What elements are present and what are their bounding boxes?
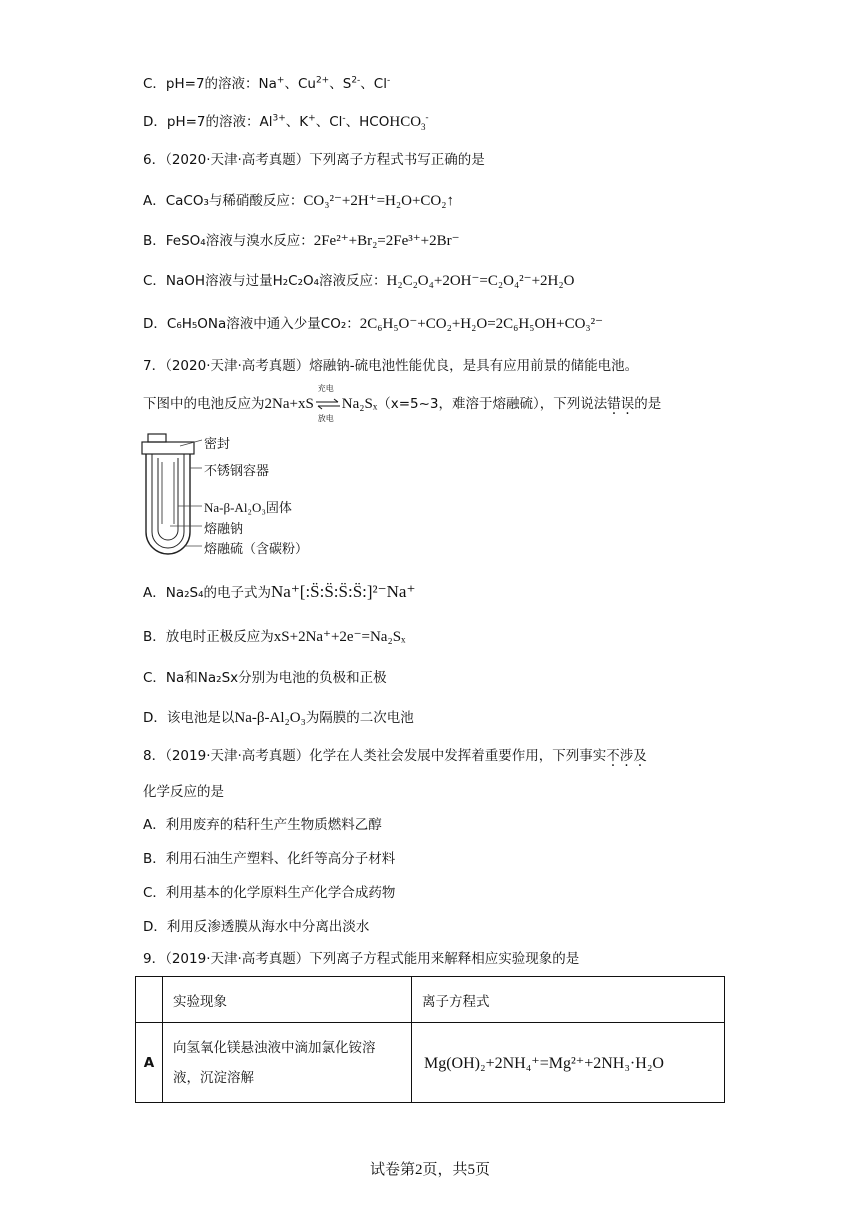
- q6-stem: 6．（2020·天津·高考真题）下列离子方程式书写正确的是: [143, 152, 485, 168]
- table-header-cell: [136, 977, 163, 1023]
- diagram-label-sodium: 熔融钠: [204, 522, 244, 537]
- table-header-cell: 离子方程式: [412, 977, 725, 1023]
- q8-option-d: D．利用反渗透膜从海水中分离出淡水: [143, 919, 370, 935]
- q6-option-a: A．CaCO₃与稀硝酸反应：CO₃²⁻+2H⁺=H₂O+CO₂↑: [143, 193, 454, 209]
- diagram-label-solid: Na-β-Al₂O₃固体: [204, 500, 292, 515]
- q7-stem-line2: 下图中的电池反应为2Na+xS 充电 放电 Na₂Sₓ（x=5~3，难溶于熔融硫），下列说法错误的是: [143, 384, 662, 423]
- q7-stem-line1: 7．（2020·天津·高考真题）熔融钠-硫电池性能优良，是具有应用前景的储能电池。: [143, 358, 639, 374]
- q6-option-d: D．C₆H₅ONa溶液中通入少量CO₂：2C₆H₅O⁻+CO₂+H₂O=2C₆H₅OH+CO₃²⁻: [143, 316, 604, 332]
- hco3-text: $HCO_3^-$: [389, 112, 429, 132]
- q6-option-b: B．FeSO₄溶液与溴水反应：2Fe²⁺+Br₂=2Fe³⁺+2Br⁻: [143, 233, 460, 249]
- q7-option-c: C．Na和Na₂Sx分别为电池的负极和正极: [143, 670, 387, 686]
- q6-option-c: C．NaOH溶液与过量H₂C₂O₄溶液反应：H₂C₂O₄+2OH⁻=C₂O₄²⁻+2H₂O: [143, 273, 575, 289]
- q7-option-a: A．Na₂S₄的电子式为Na⁺[:S̈:S̈:S̈:S̈:]²⁻Na⁺: [143, 582, 416, 601]
- diagram-label-seal: 密封: [204, 437, 231, 452]
- q7-option-d: D．该电池是以Na-β-Al₂O₃为隔膜的二次电池: [143, 710, 414, 726]
- q8-stem-line1: 8．（2019·天津·高考真题）化学在人类社会发展中发挥着重要作用，下列事实不涉及: [143, 748, 647, 764]
- q8-option-c: C．利用基本的化学原料生产化学合成药物: [143, 885, 396, 901]
- q8-stem-line2: 化学反应的是: [143, 784, 224, 800]
- diagram-label-sulfur: 熔融硫（含碳粉）: [204, 542, 309, 557]
- q7-option-b: B．放电时正极反应为xS+2Na⁺+2e⁻=Na₂Sₓ: [143, 629, 406, 645]
- q5-option-d: D．pH=7的溶液：$Al^{3+}$、K+、Cl-、$HCOHCO_3^-$: [143, 112, 429, 132]
- table-cell-phenomenon: 向氢氧化镁悬浊液中滴加氯化铵溶液，沉淀溶解: [163, 1023, 412, 1103]
- q5-option-c: C．pH=7的溶液：Na+、$Cu^{2+}$、$S^{2-}$、Cl-: [143, 75, 391, 92]
- diagram-label-container: 不锈钢容器: [204, 464, 270, 479]
- table-header-cell: 实验现象: [163, 977, 412, 1023]
- table-header-row: [136, 977, 725, 1023]
- page-footer: 试卷第2页，共5页: [369, 1162, 490, 1178]
- q8-option-b: B．利用石油生产塑料、化纤等高分子材料: [143, 851, 396, 867]
- reversible-arrow-icon: 充电 放电: [314, 394, 342, 414]
- q9-table: [135, 976, 725, 1103]
- table-cell-label: A: [136, 1023, 163, 1103]
- table-row: [136, 1023, 725, 1103]
- q9-stem: 9．（2019·天津·高考真题）下列离子方程式能用来解释相应实验现象的是: [143, 951, 580, 967]
- table-cell-equation: Mg(OH)₂+2NH₄⁺=Mg²⁺+2NH₃·H₂O: [412, 1023, 725, 1103]
- q8-option-a: A．利用废弃的秸秆生产生物质燃料乙醇: [143, 817, 382, 833]
